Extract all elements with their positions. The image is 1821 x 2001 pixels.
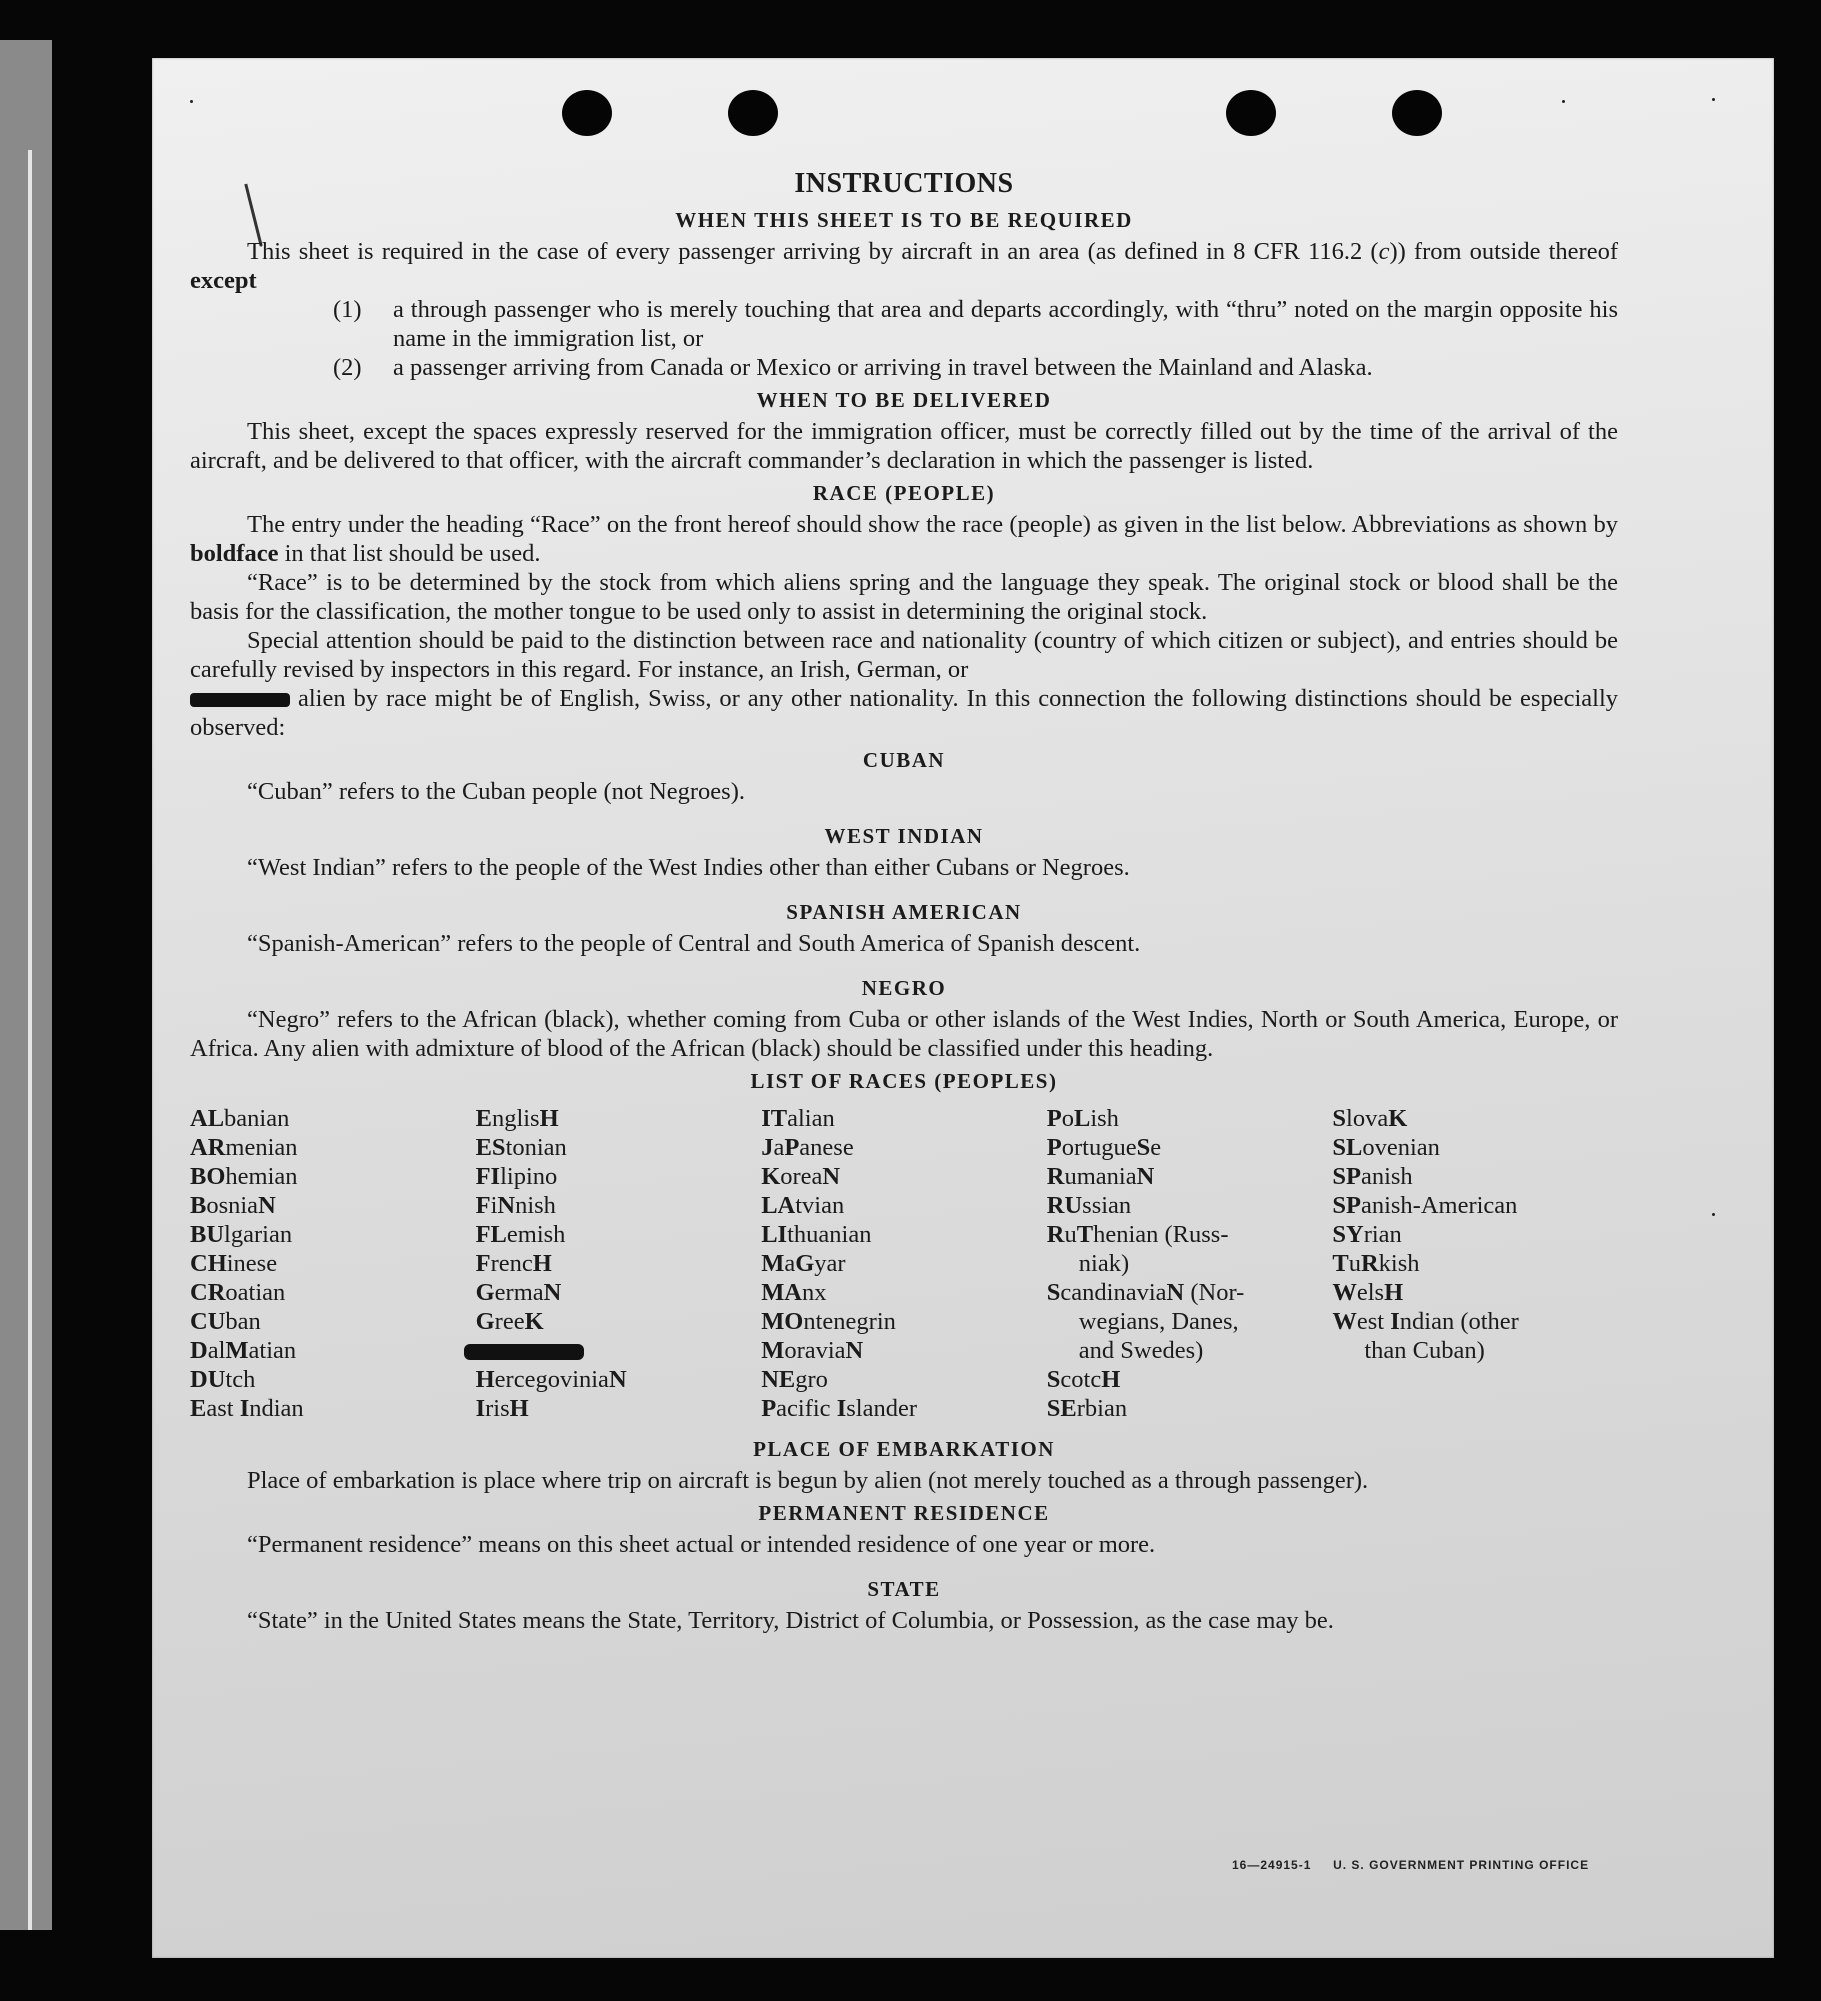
punch-hole [728, 90, 778, 136]
speck [1712, 98, 1715, 101]
race-entry: FiNnish [475, 1192, 556, 1219]
race-entry: BUlgarian [190, 1221, 293, 1248]
paragraph-when-required: This sheet is required in the case of every passenger arriving by aircraft in an area (as defined in 8 CFR 116.2 (c)) from outside thereof except [190, 238, 1618, 294]
race-entry: than Cuban) [1364, 1337, 1485, 1364]
exception-item-1: (1) a through passenger who is merely touching that area and departs accordingly, with “thru” noted on the margin opposite his name in the immigration list, or [333, 296, 1618, 352]
race-entry: SPanish-American [1332, 1192, 1518, 1219]
heading-state: STATE [867, 1577, 941, 1601]
races-column-4 [1047, 1104, 1333, 1423]
heading-negro: NEGRO [861, 976, 947, 1000]
race-entry: and Swedes) [1078, 1337, 1204, 1364]
heading-west-indian: WEST INDIAN [824, 824, 984, 848]
race-entry: HercegoviniaN [475, 1366, 627, 1393]
races-column-3 [761, 1104, 1047, 1423]
redaction-mark [464, 1344, 584, 1360]
race-entry: DalMatian [190, 1337, 297, 1364]
race-entry: BosniaN [190, 1192, 276, 1219]
race-entry: EStonian [475, 1134, 567, 1161]
heading-embarkation: PLACE OF EMBARKATION [753, 1437, 1055, 1461]
page-title: INSTRUCTIONS [794, 168, 1014, 199]
paragraph-spanish-american: “Spanish-American” refers to the people of Central and South America of Spanish descent. [247, 930, 1141, 957]
race-entry: PoLish [1046, 1105, 1119, 1132]
race-entry: JaPanese [761, 1134, 854, 1161]
race-entry: ScandinaviaN (Nor- [1046, 1279, 1245, 1306]
races-list [190, 1104, 1618, 1423]
race-entry: LIthuanian [761, 1221, 872, 1248]
exception-item-2: (2) a passenger arriving from Canada or Mexico or arriving in travel between the Mainland and Alaska. [333, 354, 1373, 381]
heading-when-required: WHEN THIS SHEET IS TO BE REQUIRED [675, 208, 1133, 232]
race-entry: NEgro [761, 1366, 828, 1393]
speck [1562, 100, 1565, 103]
race-entry: FrencH [475, 1250, 552, 1277]
race-entry: PortugueSe [1046, 1134, 1162, 1161]
heading-permanent-residence: PERMANENT RESIDENCE [758, 1501, 1050, 1525]
race-entry: ScotcH [1046, 1366, 1121, 1393]
race-entry: ARmenian [190, 1134, 298, 1161]
race-entry: SlovaK [1332, 1105, 1408, 1132]
heading-cuban: CUBAN [862, 748, 946, 772]
adjacent-page-edge [0, 40, 52, 1930]
heading-list-of-races: LIST OF RACES (PEOPLES) [750, 1069, 1058, 1093]
paragraph-race-3: Special attention should be paid to the distinction between race and nationality (country of which citizen or subject), and entries should be carefully revised by inspectors in this regard. For instance, an Irish, German, or alien by race might be of English, Swiss, or any other nationality. In this connection the following distinctions should be especially observed: [190, 627, 1619, 741]
race-entry: GreeK [475, 1308, 544, 1335]
punch-hole [1392, 90, 1442, 136]
race-entry: TuRkish [1332, 1250, 1420, 1277]
heading-spanish-american: SPANISH AMERICAN [786, 900, 1022, 924]
race-entry: EnglisH [475, 1105, 559, 1132]
race-entry: East Indian [190, 1395, 304, 1422]
heading-race: RACE (PEOPLE) [812, 481, 996, 505]
race-entry: CUban [190, 1308, 261, 1335]
race-entry: GermaN [475, 1279, 562, 1306]
race-entry: MOntenegrin [761, 1308, 896, 1335]
adjacent-page-highlight [28, 150, 32, 1930]
races-column-5 [1332, 1104, 1618, 1423]
printer-footer: 16—24915-1 U. S. GOVERNMENT PRINTING OFFICE [1232, 1858, 1590, 1872]
race-entry: FIlipino [475, 1163, 558, 1190]
paragraph-cuban: “Cuban” refers to the Cuban people (not Negroes). [247, 778, 745, 805]
paragraph-state: “State” in the United States means the State, Territory, District of Columbia, or Possession, as the case may be. [247, 1607, 1334, 1634]
race-entry: MoraviaN [761, 1337, 864, 1364]
punch-hole [1226, 90, 1276, 136]
paragraph-negro: “Negro” refers to the African (black), whether coming from Cuba or other islands of the West Indies, North or South America, Europe, or Africa. Any alien with admixture of blood of the African (black) should be classified under this heading. [190, 1006, 1618, 1062]
race-entry: MAnx [761, 1279, 827, 1306]
race-entry: SErbian [1046, 1395, 1128, 1422]
race-entry: Pacific Islander [761, 1395, 917, 1422]
races-column-2 [476, 1104, 762, 1423]
race-entry: KoreaN [761, 1163, 841, 1190]
race-entry [476, 1336, 762, 1365]
heading-when-delivered: WHEN TO BE DELIVERED [756, 388, 1052, 412]
race-entry: niak) [1078, 1250, 1130, 1277]
race-entry: SPanish [1332, 1163, 1413, 1190]
race-entry: CHinese [190, 1250, 278, 1277]
race-entry: FLemish [475, 1221, 566, 1248]
instructions-body [190, 168, 1618, 1635]
document-sheet [152, 58, 1774, 1958]
race-entry: SYrian [1332, 1221, 1402, 1248]
punch-hole [562, 90, 612, 136]
race-entry: RUssian [1046, 1192, 1132, 1219]
race-entry: SLovenian [1332, 1134, 1440, 1161]
race-entry: CRoatian [190, 1279, 286, 1306]
paragraph-permanent-residence: “Permanent residence” means on this sheet actual or intended residence of one year or more. [247, 1531, 1156, 1558]
race-entry: IrisH [475, 1395, 529, 1422]
race-entry: DUtch [190, 1366, 256, 1393]
race-entry: MaGyar [761, 1250, 846, 1277]
race-entry: ALbanian [190, 1105, 290, 1132]
redaction-mark [190, 693, 290, 707]
race-entry: wegians, Danes, [1078, 1308, 1239, 1335]
paragraph-embarkation: Place of embarkation is place where trip on aircraft is begun by alien (not merely touched as a through passenger). [247, 1467, 1369, 1494]
speck [190, 100, 193, 103]
race-entry: WelsH [1332, 1279, 1404, 1306]
paragraph-west-indian: “West Indian” refers to the people of the West Indies other than either Cubans or Negroes. [247, 854, 1130, 881]
paragraph-race-2: “Race” is to be determined by the stock from which aliens spring and the language they speak. The original stock or blood shall be the basis for the classification, the mother tongue to be used only to assist in determining the original stock. [190, 569, 1618, 625]
paragraph-when-delivered: This sheet, except the spaces expressly reserved for the immigration officer, must be correctly filled out by the time of the arrival of the aircraft, and be delivered to that officer, with the aircraft commander’s declaration in which the passenger is listed. [190, 418, 1618, 474]
race-entry: ITalian [761, 1105, 835, 1132]
race-entry: West Indian (other [1332, 1308, 1519, 1335]
race-entry: BOhemian [190, 1163, 298, 1190]
races-column-1 [190, 1104, 476, 1423]
speck [1712, 1213, 1715, 1216]
paragraph-race-1: The entry under the heading “Race” on the front hereof should show the race (people) as given in the list below. Abbreviations as shown by boldface in that list should be used. [190, 511, 1618, 567]
race-entry: RumaniaN [1046, 1163, 1155, 1190]
race-entry: LAtvian [761, 1192, 845, 1219]
race-entry: RuThenian (Russ- [1046, 1221, 1229, 1248]
